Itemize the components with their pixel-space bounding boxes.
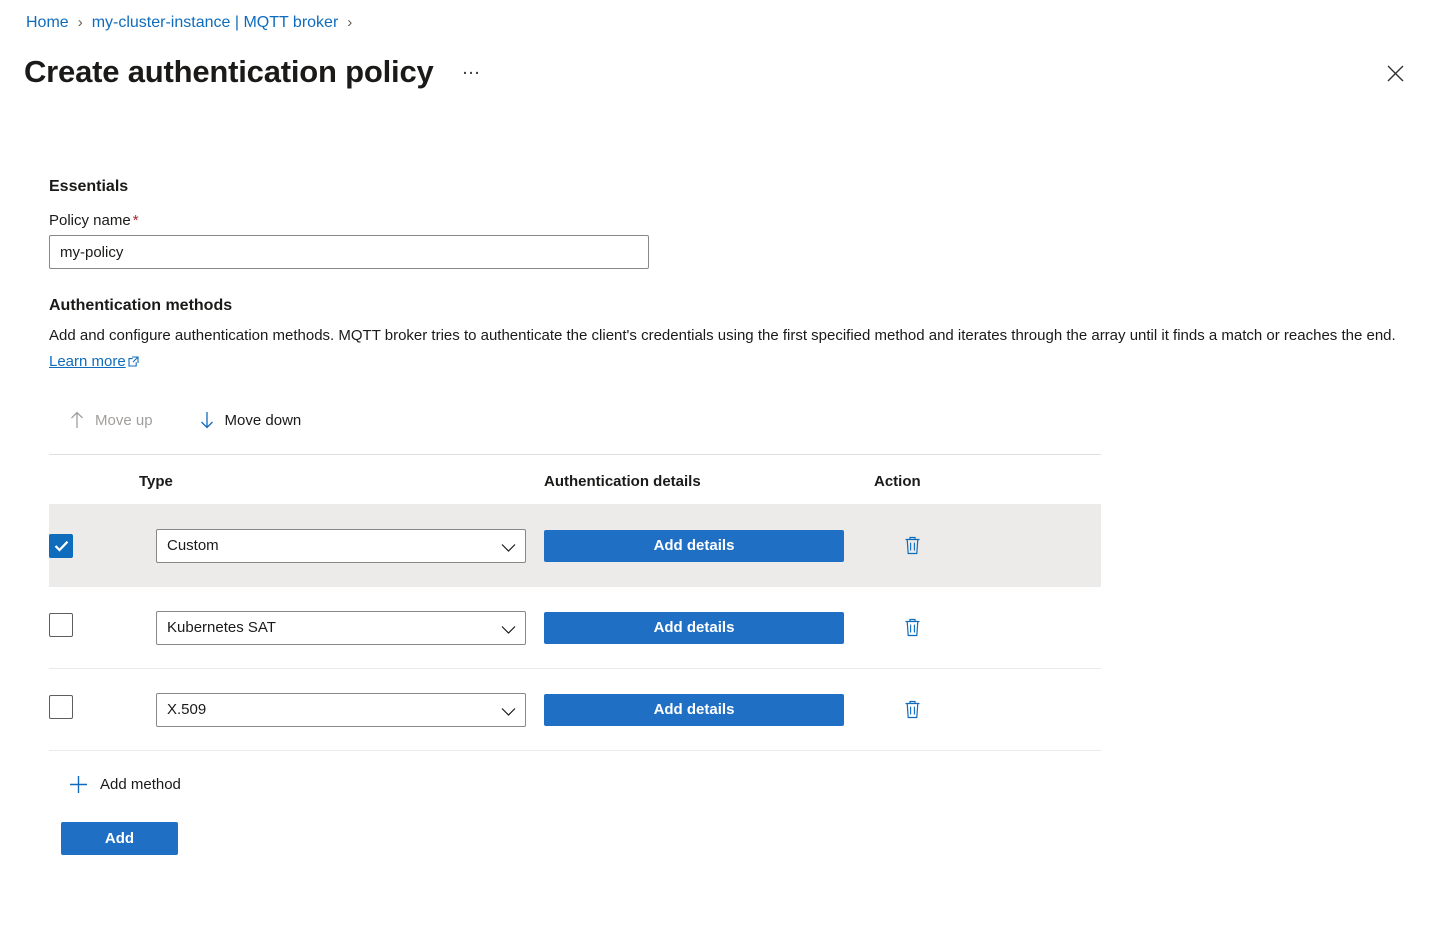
row-type-cell <box>139 505 544 587</box>
required-marker: * <box>132 212 139 229</box>
row-checkbox[interactable] <box>49 695 73 719</box>
arrow-down-icon <box>199 410 215 430</box>
row-select-cell <box>49 587 139 669</box>
plus-icon <box>69 775 88 794</box>
row-action-cell <box>874 505 1101 587</box>
delete-icon[interactable] <box>896 530 928 562</box>
blade-content <box>49 178 1419 855</box>
add-method-label: Add method <box>100 776 181 793</box>
row-checkbox[interactable] <box>49 534 73 558</box>
table-row[interactable] <box>49 505 1101 587</box>
row-checkbox[interactable] <box>49 613 73 637</box>
row-type-cell <box>139 669 544 751</box>
row-select-cell <box>49 505 139 587</box>
row-details-cell <box>544 587 874 669</box>
type-select[interactable] <box>156 611 526 645</box>
breadcrumb <box>26 11 361 35</box>
column-header-details: Authentication details <box>544 473 701 490</box>
close-icon[interactable] <box>1378 56 1412 90</box>
delete-icon[interactable] <box>896 694 928 726</box>
type-select[interactable] <box>156 529 526 563</box>
breadcrumb-item-mqtt-broker[interactable]: my-cluster-instance | MQTT broker <box>91 14 339 31</box>
move-down-button[interactable] <box>189 406 312 434</box>
row-details-cell <box>544 669 874 751</box>
essentials-heading: Essentials <box>49 178 129 195</box>
breadcrumb-item-home[interactable]: Home <box>26 14 69 31</box>
add-method-button[interactable] <box>59 769 191 800</box>
more-options-icon[interactable]: … <box>461 58 481 79</box>
move-up-button[interactable] <box>59 406 163 434</box>
breadcrumb-separator-icon-2: › <box>347 14 353 31</box>
breadcrumb-separator-icon: › <box>77 14 83 31</box>
add-details-button[interactable]: Add details <box>544 694 844 726</box>
add-button[interactable]: Add <box>61 822 178 855</box>
type-select-wrap <box>156 611 526 645</box>
move-up-label: Move up <box>95 411 153 429</box>
row-details-cell <box>544 505 874 587</box>
column-header-select <box>49 455 139 505</box>
policy-name-label-text: Policy name <box>49 212 131 229</box>
table-header-row <box>49 455 1101 505</box>
column-header-type: Type <box>139 473 173 490</box>
add-details-button[interactable]: Add details <box>544 612 844 644</box>
learn-more-label: Learn more <box>49 353 126 370</box>
command-bar <box>59 402 1419 438</box>
row-action-cell <box>874 587 1101 669</box>
table-row[interactable] <box>49 669 1101 751</box>
add-details-button[interactable]: Add details <box>544 530 844 562</box>
type-select[interactable] <box>156 693 526 727</box>
authentication-methods-table <box>49 455 1101 751</box>
title-row <box>24 50 489 94</box>
authentication-methods-description <box>49 323 1414 376</box>
learn-more-link[interactable] <box>49 353 139 370</box>
row-type-cell <box>139 587 544 669</box>
move-down-label: Move down <box>224 411 302 429</box>
authentication-methods-description-text: Add and configure authentication methods. MQTT broker tries to authenticate the client's credentials using the first specified method and iterates through the array until it finds a match or reaches the end. <box>49 327 1396 344</box>
type-select-wrap <box>156 693 526 727</box>
authentication-methods-heading: Authentication methods <box>49 297 233 314</box>
page-title: Create authentication policy <box>24 54 434 89</box>
policy-name-input[interactable] <box>49 235 649 269</box>
delete-icon[interactable] <box>896 612 928 644</box>
row-action-cell <box>874 669 1101 751</box>
column-header-action: Action <box>874 473 921 490</box>
table-row[interactable] <box>49 587 1101 669</box>
type-select-wrap <box>156 529 526 563</box>
external-link-icon <box>128 350 139 376</box>
row-select-cell <box>49 669 139 751</box>
policy-name-label <box>49 212 1419 229</box>
arrow-up-icon <box>69 410 85 430</box>
